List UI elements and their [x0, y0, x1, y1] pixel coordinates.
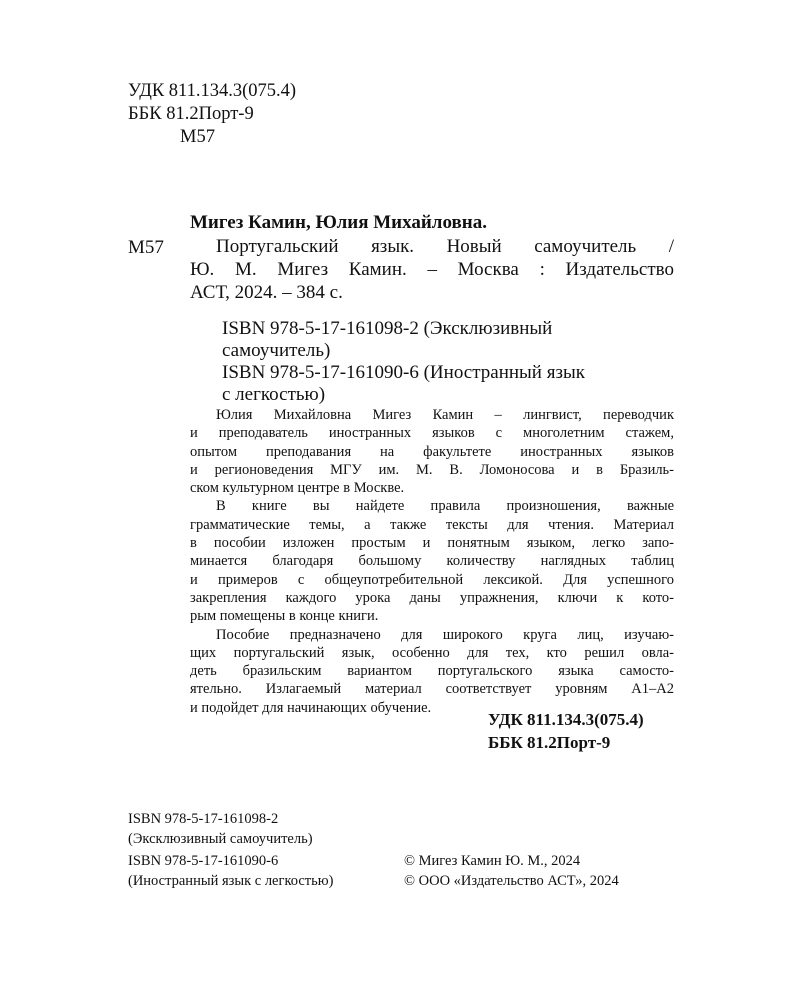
- annotation-line: Юлия Михайловна Мигез Камин – лингвист, переводчик: [216, 407, 674, 423]
- annotation-line: Пособие предназначено для широкого круга лиц, изучаю-: [216, 626, 674, 643]
- annotation-line: и преподаватель иностранных языков с многолетним стажем,: [190, 425, 674, 442]
- annotation-line: закрепления каждого урока даны упражнения, ключи к кото-: [190, 589, 674, 606]
- annotation-line: ятельно. Излагаемый материал соответствует уровням А1–А2: [190, 681, 674, 698]
- annotation-line: грамматические темы, а также тексты для чтения. Материал: [190, 516, 674, 533]
- annotation-line: В книге вы найдете правила произношения, важные: [216, 498, 674, 515]
- entry-description: [190, 235, 674, 304]
- annotation-line: щих португальский язык, особенно для тех, кто решил овла-: [190, 644, 674, 661]
- annotation-line: ском культурном центре в Москве.: [190, 480, 405, 497]
- udk-code-right: УДК 811.134.3(075.4): [488, 710, 644, 729]
- footer-isbn-2: ISBN 978-5-17-161090-6: [128, 853, 279, 869]
- annotation-line: и примеров с общеупотребительной лексикой. Для успешного: [190, 571, 674, 588]
- annotation: [190, 406, 674, 717]
- footer-isbn-2-note: (Иностранный язык с легкостью): [128, 873, 334, 889]
- entry-isbn-2: [222, 362, 662, 406]
- annotation-paragraph-1: [190, 406, 674, 497]
- annotation-line: рым помещены в конце книги.: [190, 608, 379, 625]
- footer-isbn-1-note: (Эксклюзивный самоучитель): [128, 831, 313, 847]
- annotation-line: деть бразильским вариантом португальского языка самосто-: [190, 663, 674, 680]
- entry-isbn-1-line-2: самоучитель): [222, 340, 331, 361]
- entry-isbn-2-line-1: ISBN 978-5-17-161090-6 (Иностранный язык: [222, 362, 585, 383]
- copyright-publisher: © ООО «Издательство АСТ», 2024: [404, 873, 619, 889]
- annotation-line: минается благодаря большому количеству наглядных таблиц: [190, 553, 674, 570]
- annotation-line: опытом преподавания на факультете иностранных языков: [190, 443, 674, 460]
- entry-line-2: Ю. М. Мигез Камин. – Москва : Издательство: [190, 259, 674, 280]
- entry-code: М57: [128, 237, 164, 258]
- annotation-line: и регионоведения МГУ им. М. В. Ломоносова и в Бразиль-: [190, 461, 674, 478]
- udk-code: УДК 811.134.3(075.4): [128, 81, 297, 101]
- annotation-line: в пособии изложен простым и понятным языком, легко запо-: [190, 535, 674, 552]
- entry-isbn-1-line-1: ISBN 978-5-17-161098-2 (Эксклюзивный: [222, 318, 553, 339]
- entry-isbn-2-line-2: с легкостью): [222, 384, 326, 405]
- entry-line-3: АСТ, 2024. – 384 с.: [190, 282, 343, 303]
- author-mark: М57: [180, 127, 215, 147]
- annotation-paragraph-2: [190, 497, 674, 625]
- annotation-line: и подойдет для начинающих обучение.: [190, 699, 432, 716]
- bbk-code-right: ББК 81.2Порт-9: [488, 733, 611, 752]
- footer-isbn-1: ISBN 978-5-17-161098-2: [128, 811, 279, 827]
- annotation-paragraph-3: [190, 626, 674, 717]
- entry-author: Мигез Камин, Юлия Михайловна.: [190, 212, 487, 233]
- copyright-author: © Мигез Камин Ю. М., 2024: [404, 853, 581, 869]
- bbk-code: ББК 81.2Порт-9: [128, 104, 254, 124]
- entry-isbn-1: [222, 318, 662, 362]
- entry-line-1: Португальский язык. Новый самоучитель /: [216, 236, 674, 257]
- entry-isbn-block: [222, 318, 662, 406]
